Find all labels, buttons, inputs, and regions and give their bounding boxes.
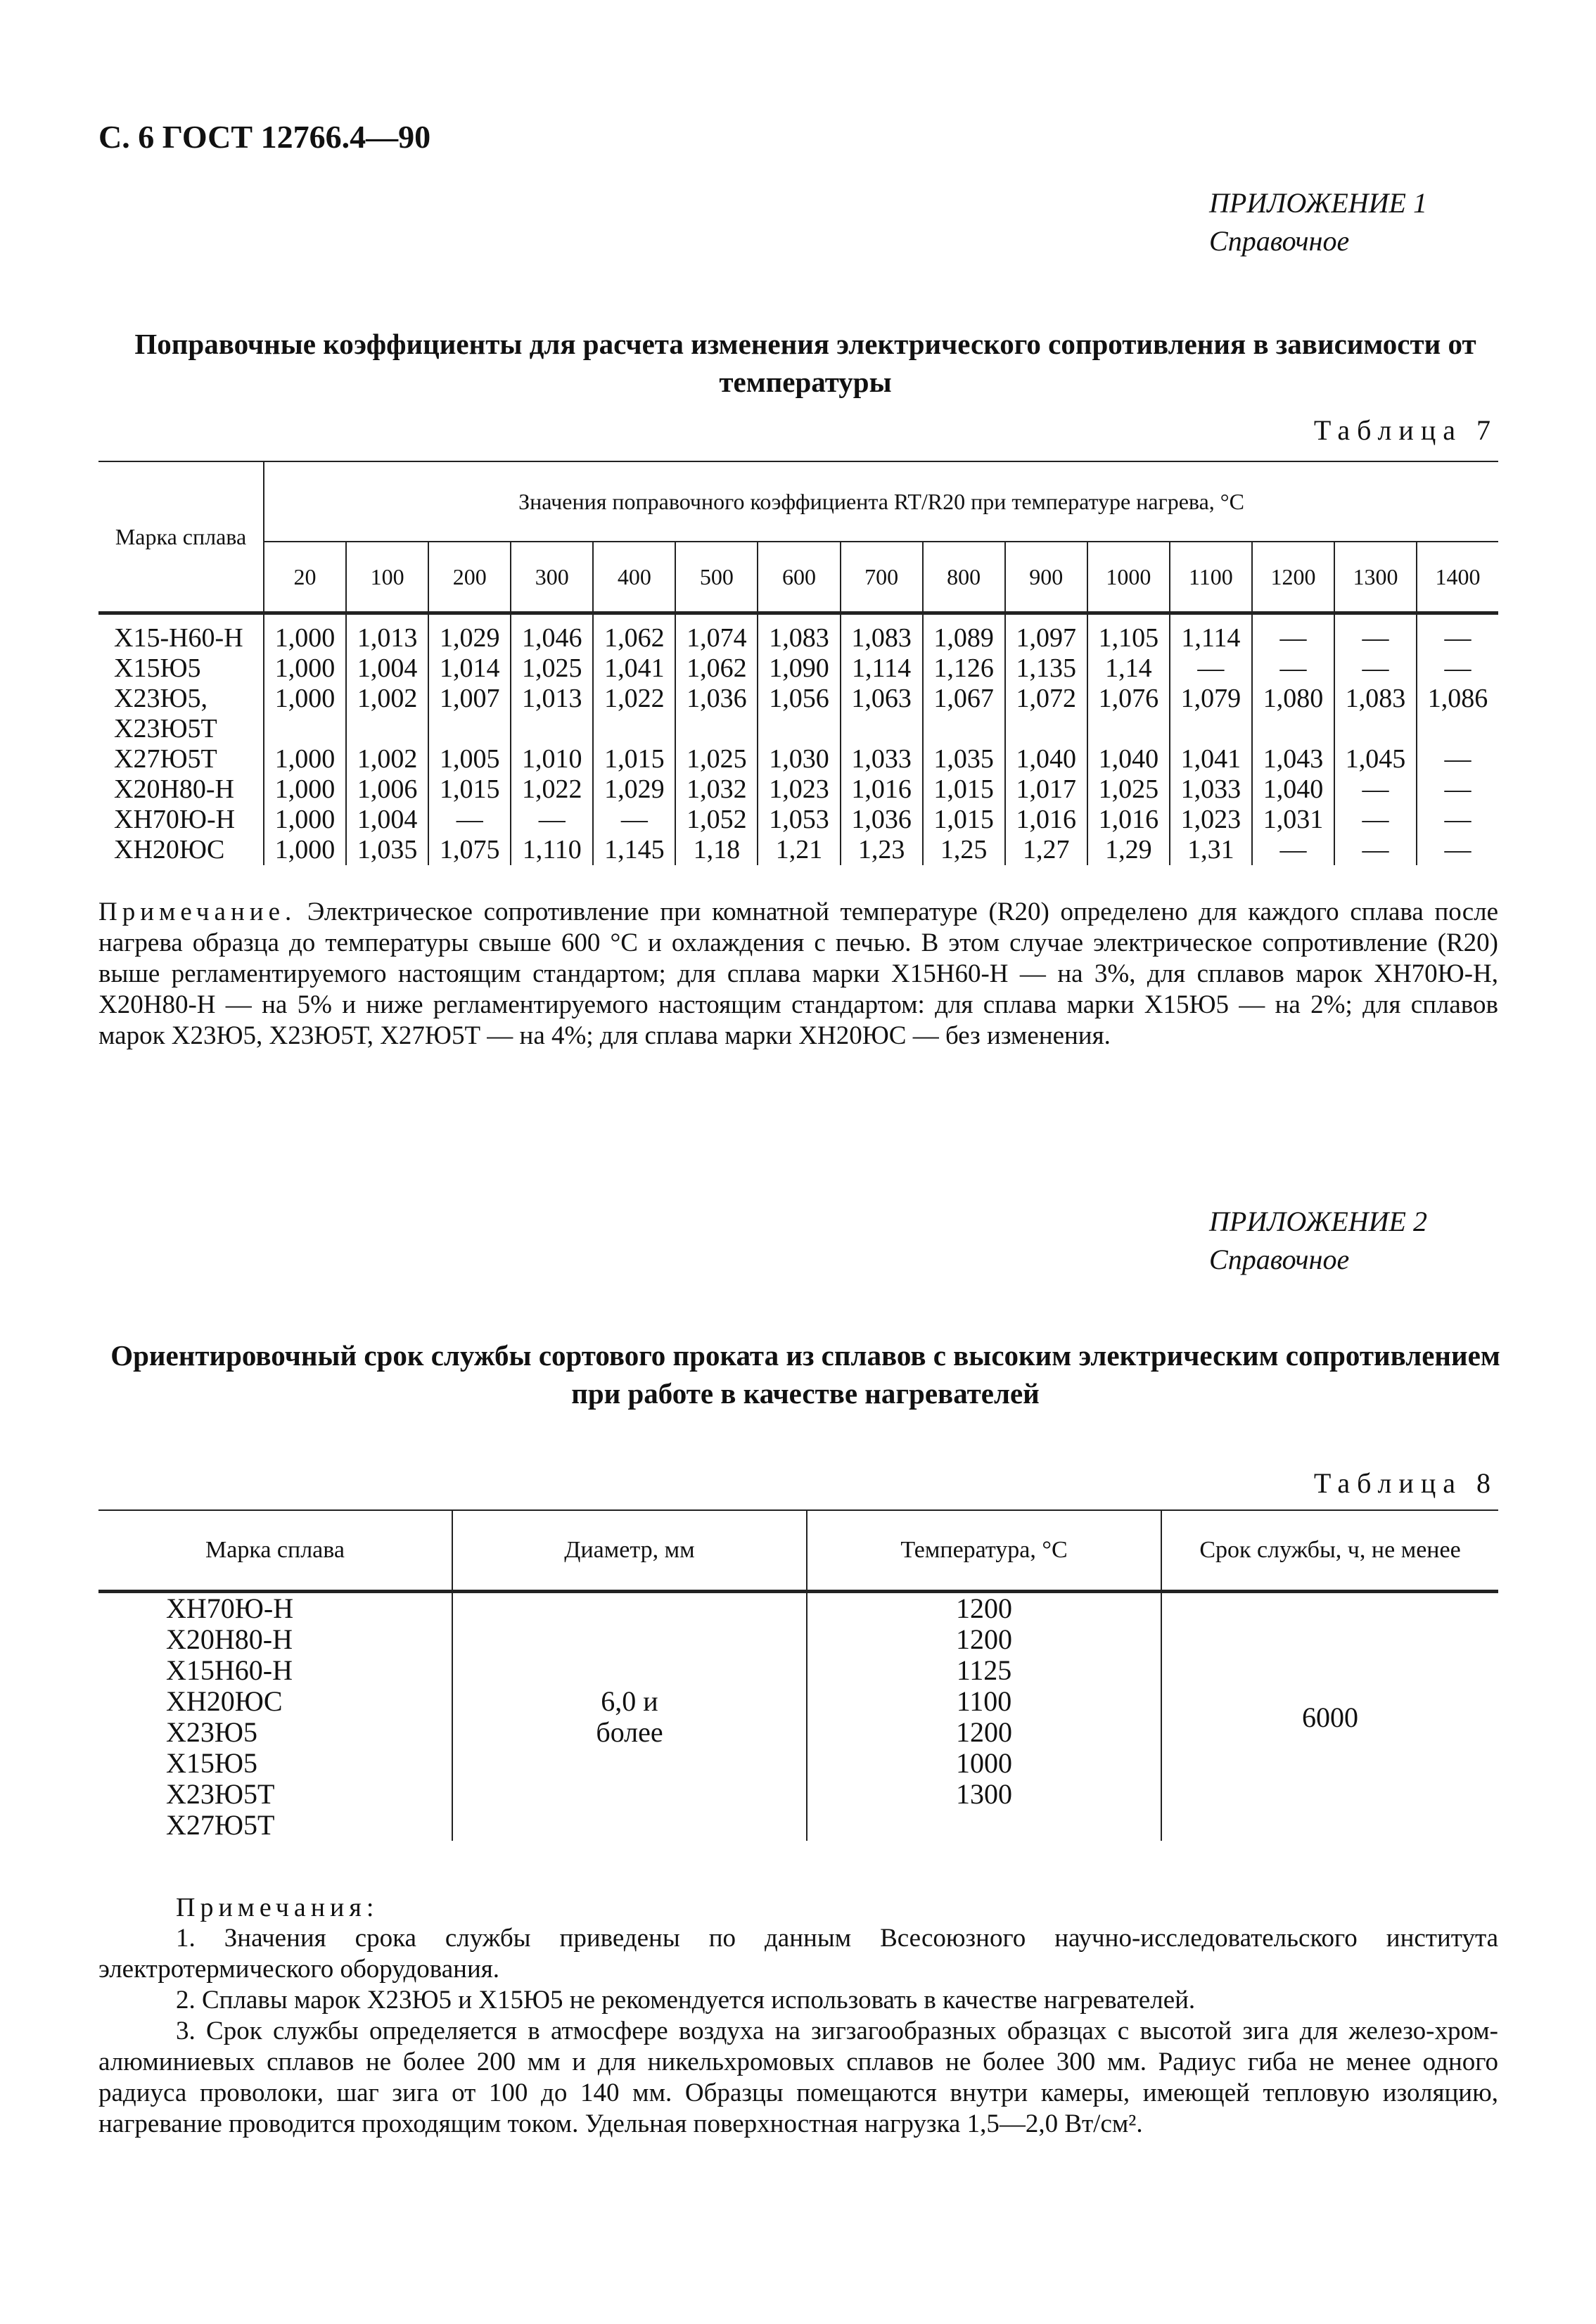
coefficient-cell: 1,025 [675,744,758,774]
table-7-caption: Таблица 7 [1313,414,1498,446]
coefficient-cell: 1,004 [346,653,428,684]
coefficient-cell: — [1417,774,1498,805]
coefficient-cell: — [593,805,675,835]
coefficient-cell [923,714,1005,744]
coefficient-cell: 1,000 [264,684,346,714]
temperature-header-1000: 1000 [1087,542,1170,613]
coefficient-cell: 1,033 [1170,774,1252,805]
coefficient-cell: 1,041 [593,653,675,684]
coefficient-cell: — [1334,613,1417,654]
coefficient-cell: 1,076 [1087,684,1170,714]
table-row [98,774,1498,805]
alloy-cell: Х23Ю5Т [114,714,217,743]
coefficient-cell: 1,110 [511,835,593,865]
coefficient-cell: 1,016 [1005,805,1087,835]
t8-temperature-item: 1125 [956,1654,1012,1686]
appendix-2-note-3: 3. Срок службы определяется в атмосфере воздуха на зигзагообразных образцах с высотой зига для железо-хром-алюминиевых сплавов не более 200 мм и для никельхромовых сплавов не более 300 мм. Радиус гиба не менее одного радиуса проволоки, шаг зига от 100 до 140 мм. Образцы помещаются внутри камеры, имеющей тепловую изоляцию, нагревание проводится проходящим током. Удельная поверхностная нагрузка 1,5—2,0 Вт/см². [98,2017,1498,2138]
coefficient-cell: — [1334,774,1417,805]
coefficient-cell: 1,016 [1087,805,1170,835]
appendix-1-label [1209,184,1427,260]
coefficient-cell [511,714,593,744]
coefficient-cell [1087,714,1170,744]
coefficient-cell: 1,017 [1005,774,1087,805]
table-row [98,714,1498,744]
note-text: Электрическое сопротивление при комнатной температуре (R20) определено для каждого сплава после нагрева образца до температуры свыше 600 °С и охлаждения с печью. В этом случае электрическое сопротивление (R20) выше регламентируемого настоящим стандартом; для сплава марки Х15Н60-Н — на 3%, для сплавов марок ХН70Ю-Н, Х20Н80-Н — на 5% и ниже регламентируемого настоящим стандартом: для сплава марки Х15Ю5 — на 2%; для сплавов марок Х23Ю5, Х23Ю5Т, Х27Ю5Т — на 4%; для сплава марки ХН20ЮС — без изменения. [98,898,1498,1050]
coefficient-cell: 1,013 [511,684,593,714]
coefficient-cell [758,714,840,744]
coefficient-cell: — [1417,744,1498,774]
coefficient-cell: 1,000 [264,835,346,865]
t8-alloy-item: Х15Ю5 [166,1747,257,1779]
coefficient-cell: 1,079 [1170,684,1252,714]
coefficient-cell: 1,015 [428,774,511,805]
coefficient-cell [841,714,923,744]
appendix-1-heading: Поправочные коэффициенты для расчета изменения электрического сопротивления в зависимости от температуры [134,328,1476,398]
page-header: С. 6 ГОСТ 12766.4—90 [98,119,431,155]
t8-diameter-line1: 6,0 и [601,1685,658,1717]
alloy-cell: Х27Ю5Т [114,744,217,774]
coefficient-cell: 1,036 [841,805,923,835]
coefficient-cell: 1,074 [675,613,758,654]
table-8 [98,1509,1498,1841]
coefficient-cell [1252,714,1334,744]
coefficient-cell: 1,052 [675,805,758,835]
table-row [98,684,1498,714]
coefficient-cell: 1,31 [1170,835,1252,865]
coefficient-cell: 1,053 [758,805,840,835]
t8-diameter-line2: более [596,1716,663,1748]
temperature-header-700: 700 [841,542,923,613]
coefficient-cell: 1,031 [1252,805,1334,835]
coefficient-cell: 1,062 [675,653,758,684]
coefficient-cell: 1,114 [841,653,923,684]
coefficient-cell: 1,023 [1170,805,1252,835]
coefficient-cell: 1,000 [264,613,346,654]
column-header-alloy: Марка сплава [115,523,247,549]
t8-alloy-item: Х27Ю5Т [166,1809,275,1841]
coefficient-cell: 1,105 [1087,613,1170,654]
column-group-header: Значения поправочного коэффициента RT/R20 при температуре нагрева, °С [264,461,1498,542]
temperature-header-300: 300 [511,542,593,613]
t8-alloy-item: Х15Н60-Н [166,1654,293,1686]
coefficient-cell: 1,022 [593,684,675,714]
t8-header-alloy: Марка сплава [205,1537,345,1563]
t8-alloy-item: Х23Ю5Т [166,1778,275,1810]
note-label: Примечание. [98,898,297,926]
appendix-2-note-2: 2. Сплавы марок Х23Ю5 и Х15Ю5 не рекомендуется использовать в качестве нагревателей. [176,1986,1196,2015]
table-row [98,613,1498,654]
coefficient-cell: 1,041 [1170,744,1252,774]
temperature-header-1100: 1100 [1170,542,1252,613]
coefficient-cell: 1,002 [346,684,428,714]
coefficient-cell: — [1170,653,1252,684]
coefficient-cell: 1,086 [1417,684,1498,714]
coefficient-cell [675,714,758,744]
coefficient-cell: — [1417,653,1498,684]
coefficient-cell: 1,007 [428,684,511,714]
coefficient-cell: 1,089 [923,613,1005,654]
appendix-2-notes-title: Примечания: [176,1893,379,1922]
coefficient-cell: 1,015 [923,774,1005,805]
t8-service-life: 6000 [1161,1592,1498,1841]
coefficient-cell [1005,714,1087,744]
coefficient-cell [1417,714,1498,744]
appendix-1-sublabel: Справочное [1209,225,1350,257]
coefficient-cell: 1,114 [1170,613,1252,654]
table-7-note [98,897,1498,1052]
temperature-header-100: 100 [346,542,428,613]
coefficient-cell: 1,014 [428,653,511,684]
table-8-caption: Таблица 8 [1313,1467,1498,1499]
t8-temperature-item: 1300 [956,1778,1012,1810]
alloy-cell: ХН70Ю-Н [114,805,236,834]
coefficient-cell [1170,714,1252,744]
coefficient-cell: 1,033 [841,744,923,774]
coefficient-cell: 1,000 [264,744,346,774]
temperature-header-600: 600 [758,542,840,613]
table-row [98,805,1498,835]
coefficient-cell: 1,083 [758,613,840,654]
t8-header-service-life: Срок службы, ч, не менее [1161,1510,1498,1592]
coefficient-cell: 1,062 [593,613,675,654]
coefficient-cell: 1,004 [346,805,428,835]
coefficient-cell: 1,090 [758,653,840,684]
table-7 [98,461,1498,865]
coefficient-cell: 1,067 [923,684,1005,714]
t8-temperature-item: 1000 [956,1747,1012,1779]
coefficient-cell: 1,010 [511,744,593,774]
coefficient-cell: 1,29 [1087,835,1170,865]
temperature-header-row [98,542,1498,613]
coefficient-cell: 1,000 [264,653,346,684]
coefficient-cell [264,714,346,744]
appendix-2-title-label: ПРИЛОЖЕНИЕ 2 [1209,1206,1427,1237]
alloy-cell: Х20Н80-Н [114,774,234,804]
coefficient-cell: 1,015 [593,744,675,774]
coefficient-cell: 1,035 [346,835,428,865]
coefficient-cell: 1,135 [1005,653,1087,684]
coefficient-cell: — [1417,805,1498,835]
coefficient-cell: 1,23 [841,835,923,865]
temperature-header-1400: 1400 [1417,542,1498,613]
coefficient-cell: 1,27 [1005,835,1087,865]
coefficient-cell: 1,145 [593,835,675,865]
coefficient-cell: 1,013 [346,613,428,654]
coefficient-cell: 1,029 [428,613,511,654]
appendix-2-sublabel: Справочное [1209,1244,1350,1275]
temperature-header-1300: 1300 [1334,542,1417,613]
coefficient-cell: 1,032 [675,774,758,805]
t8-alloy-item: Х20Н80-Н [166,1623,293,1655]
coefficient-cell: 1,016 [841,774,923,805]
coefficient-cell [593,714,675,744]
t8-temperature-item: 1200 [956,1592,1012,1624]
coefficient-cell: 1,022 [511,774,593,805]
table-row [98,653,1498,684]
coefficient-cell: 1,083 [841,613,923,654]
appendix-2-heading: Ориентировочный срок службы сортового проката из сплавов с высоким электрическим сопротивлением при работе в качестве нагревателей [110,1339,1500,1410]
coefficient-cell: — [1334,653,1417,684]
coefficient-cell: 1,056 [758,684,840,714]
appendix-2-label [1209,1203,1427,1279]
t8-alloy-list [98,1592,452,1841]
coefficient-cell: 1,14 [1087,653,1170,684]
coefficient-cell: 1,21 [758,835,840,865]
coefficient-cell: 1,006 [346,774,428,805]
t8-alloy-item: ХН70Ю-Н [166,1592,294,1624]
coefficient-cell [1334,714,1417,744]
t8-diameter [452,1592,807,1841]
temperature-header-900: 900 [1005,542,1087,613]
appendix-1-title-label: ПРИЛОЖЕНИЕ 1 [1209,187,1427,219]
table-row [98,744,1498,774]
coefficient-cell: 1,045 [1334,744,1417,774]
coefficient-cell: 1,25 [923,835,1005,865]
temperature-header-500: 500 [675,542,758,613]
alloy-cell: Х15Ю5 [114,653,201,683]
alloy-cell: Х23Ю5, [114,684,208,713]
coefficient-cell: 1,072 [1005,684,1087,714]
coefficient-cell: 1,015 [923,805,1005,835]
temperature-header-1200: 1200 [1252,542,1334,613]
coefficient-cell: 1,002 [346,744,428,774]
coefficient-cell: 1,063 [841,684,923,714]
table-7-body [98,613,1498,866]
temperature-header-200: 200 [428,542,511,613]
temperature-header-400: 400 [593,542,675,613]
coefficient-cell: 1,040 [1087,744,1170,774]
coefficient-cell: — [1334,805,1417,835]
coefficient-cell: 1,040 [1252,774,1334,805]
coefficient-cell: 1,043 [1252,744,1334,774]
coefficient-cell: — [511,805,593,835]
coefficient-cell: 1,075 [428,835,511,865]
coefficient-cell [428,714,511,744]
coefficient-cell: — [428,805,511,835]
coefficient-cell: — [1252,613,1334,654]
coefficient-cell: 1,040 [1005,744,1087,774]
coefficient-cell: 1,036 [675,684,758,714]
t8-temperature-item: 1200 [956,1716,1012,1748]
coefficient-cell: — [1417,835,1498,865]
coefficient-cell: 1,000 [264,805,346,835]
coefficient-cell: 1,005 [428,744,511,774]
coefficient-cell: 1,080 [1252,684,1334,714]
alloy-cell: ХН20ЮС [114,835,225,864]
coefficient-cell: 1,097 [1005,613,1087,654]
temperature-header-20: 20 [264,542,346,613]
t8-header-diameter: Диаметр, мм [452,1510,807,1592]
table-row [98,835,1498,865]
coefficient-cell [346,714,428,744]
coefficient-cell: 1,083 [1334,684,1417,714]
coefficient-cell: 1,126 [923,653,1005,684]
t8-temperature-list [807,1592,1161,1841]
coefficient-cell: 1,025 [1087,774,1170,805]
coefficient-cell: — [1252,653,1334,684]
alloy-cell: Х15-Н60-Н [114,623,243,653]
coefficient-cell: — [1334,835,1417,865]
coefficient-cell: 1,035 [923,744,1005,774]
coefficient-cell: 1,000 [264,774,346,805]
t8-temperature-item: 1200 [956,1623,1012,1655]
temperature-header-800: 800 [923,542,1005,613]
coefficient-cell: 1,025 [511,653,593,684]
coefficient-cell: 1,029 [593,774,675,805]
coefficient-cell: 1,046 [511,613,593,654]
t8-header-temperature: Температура, °С [807,1510,1161,1592]
coefficient-cell: 1,023 [758,774,840,805]
coefficient-cell: 1,18 [675,835,758,865]
coefficient-cell: — [1252,835,1334,865]
t8-temperature-item: 1100 [956,1685,1012,1717]
t8-alloy-item: Х23Ю5 [166,1716,257,1748]
appendix-2-note-1: 1. Значения срока службы приведены по данным Всесоюзного научно-исследовательского института электротермического оборудования. [98,1924,1498,1984]
coefficient-cell: — [1417,613,1498,654]
coefficient-cell: 1,030 [758,744,840,774]
t8-alloy-item: ХН20ЮС [166,1685,283,1717]
